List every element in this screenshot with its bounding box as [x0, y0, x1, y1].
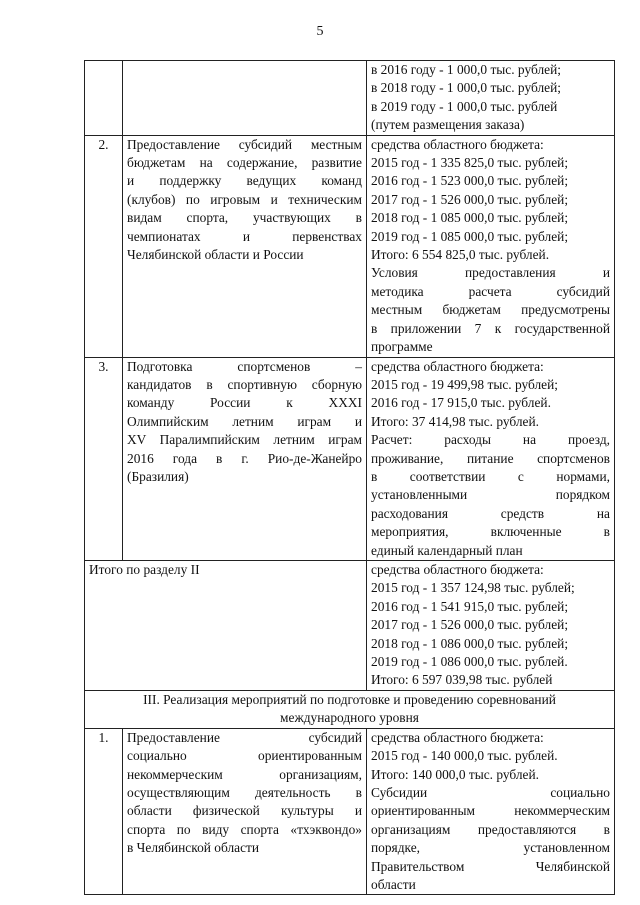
note-line: единый календарный план: [371, 542, 523, 558]
row-number: 1.: [85, 728, 123, 895]
table-row: [85, 728, 615, 895]
row-description: [123, 135, 367, 357]
description-line: Олимпийским летним играм и: [127, 413, 362, 429]
description-line: социально ориентированным: [127, 748, 362, 764]
note-line: мероприятия, включенные в: [371, 524, 610, 540]
table-row: [85, 61, 615, 136]
funding-line: Итого: 6 597 039,98 тыс. рублей: [371, 672, 553, 688]
funding-line: Итого: 140 000,0 тыс. рублей.: [371, 766, 540, 782]
description-line: видам спорта, участвующих в: [127, 210, 362, 226]
funding-line: 2015 год - 19 499,98 тыс. рублей;: [371, 376, 558, 392]
funding-line: в 2019 году - 1 000,0 тыс. рублей: [371, 98, 558, 114]
note-line: методика расчета субсидий: [371, 283, 610, 299]
funding-line: 2015 год - 1 335 825,0 тыс. рублей;: [371, 155, 569, 171]
description-line: 2016 года в г. Рио-де-Жанейро: [127, 450, 362, 466]
funding-line: средства областного бюджета:: [371, 136, 544, 152]
funding-line: 2017 год - 1 526 000,0 тыс. рублей;: [371, 617, 569, 633]
note-line: установленными порядком: [371, 487, 610, 503]
funding-line: 2016 год - 1 541 915,0 тыс. рублей;: [371, 598, 569, 614]
description-line: (клубов) по игровым и техническим: [127, 191, 362, 207]
page-number: 5: [316, 24, 324, 39]
description-line: Предоставление субсидий местным: [127, 136, 362, 152]
description-line: некоммерческим организациям,: [127, 766, 362, 782]
note-line: Правительством Челябинской: [371, 858, 610, 874]
funding-line: (путем размещения заказа): [371, 117, 525, 133]
row-description: [123, 357, 367, 560]
row-description: [123, 728, 367, 895]
row-funding: [367, 728, 615, 895]
description-line: бюджетам на содержание, развитие: [127, 155, 362, 171]
funding-line: 2018 год - 1 085 000,0 тыс. рублей;: [371, 210, 569, 226]
section-heading-row: [85, 690, 615, 728]
funding-line: средства областного бюджета:: [371, 729, 544, 745]
description-line: и поддержку ведущих команд: [127, 173, 362, 189]
funding-line: 2015 год - 140 000,0 тыс. рублей.: [371, 748, 558, 764]
description-line: кандидатов в спортивную сборную: [127, 376, 362, 392]
note-line: ориентированным некоммерческим: [371, 803, 610, 819]
note-line: порядке, установленном: [371, 840, 610, 856]
row-funding: [367, 357, 615, 560]
description-line: команду России к XXXI: [127, 395, 362, 411]
note-line: программе: [371, 339, 433, 355]
table-row: [85, 357, 615, 560]
description-line: XV Паралимпийским летним играм: [127, 432, 362, 448]
funding-line: средства областного бюджета:: [371, 561, 544, 577]
funding-line: 2016 год - 17 915,0 тыс. рублей.: [371, 395, 551, 411]
note-line: в соответствии с нормами,: [371, 468, 610, 484]
row-description: [123, 61, 367, 136]
section-title: [85, 690, 615, 728]
description-line: Челябинской области и России: [127, 247, 304, 263]
total-funding: [367, 560, 615, 690]
section-title-line: III. Реализация мероприятий по подготовке и проведению соревнований: [143, 691, 556, 707]
scan-edge-artifact: [0, 0, 640, 12]
funding-line: 2015 год - 1 357 124,98 тыс. рублей;: [371, 580, 575, 596]
row-number: 2.: [85, 135, 123, 357]
total-label: Итого по разделу II: [85, 560, 367, 690]
funding-table: [84, 60, 615, 895]
note-line: в приложении 7 к государственной: [371, 320, 610, 336]
note-line: местным бюджетам предусмотрены: [371, 302, 610, 318]
description-line: в Челябинской области: [127, 840, 260, 856]
note-line: Условия предоставления и: [371, 265, 610, 281]
description-line: (Бразилия): [127, 468, 189, 484]
note-line: проживание, питание спортсменов: [371, 450, 610, 466]
description-line: чемпионатах и первенствах: [127, 228, 362, 244]
note-line: Расчет: расходы на проезд,: [371, 432, 610, 448]
funding-line: в 2018 году - 1 000,0 тыс. рублей;: [371, 80, 561, 96]
funding-line: Итого: 6 554 825,0 тыс. рублей.: [371, 247, 550, 263]
funding-line: Итого: 37 414,98 тыс. рублей.: [371, 413, 540, 429]
note-line: организациям предоставляются в: [371, 821, 610, 837]
funding-line: 2018 год - 1 086 000,0 тыс. рублей;: [371, 635, 569, 651]
description-line: Предоставление субсидий: [127, 729, 362, 745]
row-funding: [367, 135, 615, 357]
row-number: 3.: [85, 357, 123, 560]
funding-line: 2017 год - 1 526 000,0 тыс. рублей;: [371, 191, 569, 207]
section-title-line: международного уровня: [280, 710, 419, 726]
description-line: области физической культуры и: [127, 803, 362, 819]
description-line: осуществляющим деятельность в: [127, 785, 362, 801]
funding-line: средства областного бюджета:: [371, 358, 544, 374]
row-number: [85, 61, 123, 136]
note-line: расходования средств на: [371, 505, 610, 521]
funding-line: 2019 год - 1 086 000,0 тыс. рублей.: [371, 654, 568, 669]
table-row: [85, 135, 615, 357]
table-row-total: [85, 560, 615, 690]
funding-line: в 2016 году - 1 000,0 тыс. рублей;: [371, 62, 561, 77]
note-line: области: [371, 877, 416, 893]
row-funding: [367, 61, 615, 136]
note-line: Субсидии социально: [371, 785, 610, 801]
description-line: Подготовка спортсменов –: [127, 358, 362, 374]
funding-line: 2016 год - 1 523 000,0 тыс. рублей;: [371, 173, 569, 189]
funding-line: 2019 год - 1 085 000,0 тыс. рублей;: [371, 228, 569, 244]
description-line: спорта по виду спорта «тхэквондо»: [127, 821, 362, 837]
